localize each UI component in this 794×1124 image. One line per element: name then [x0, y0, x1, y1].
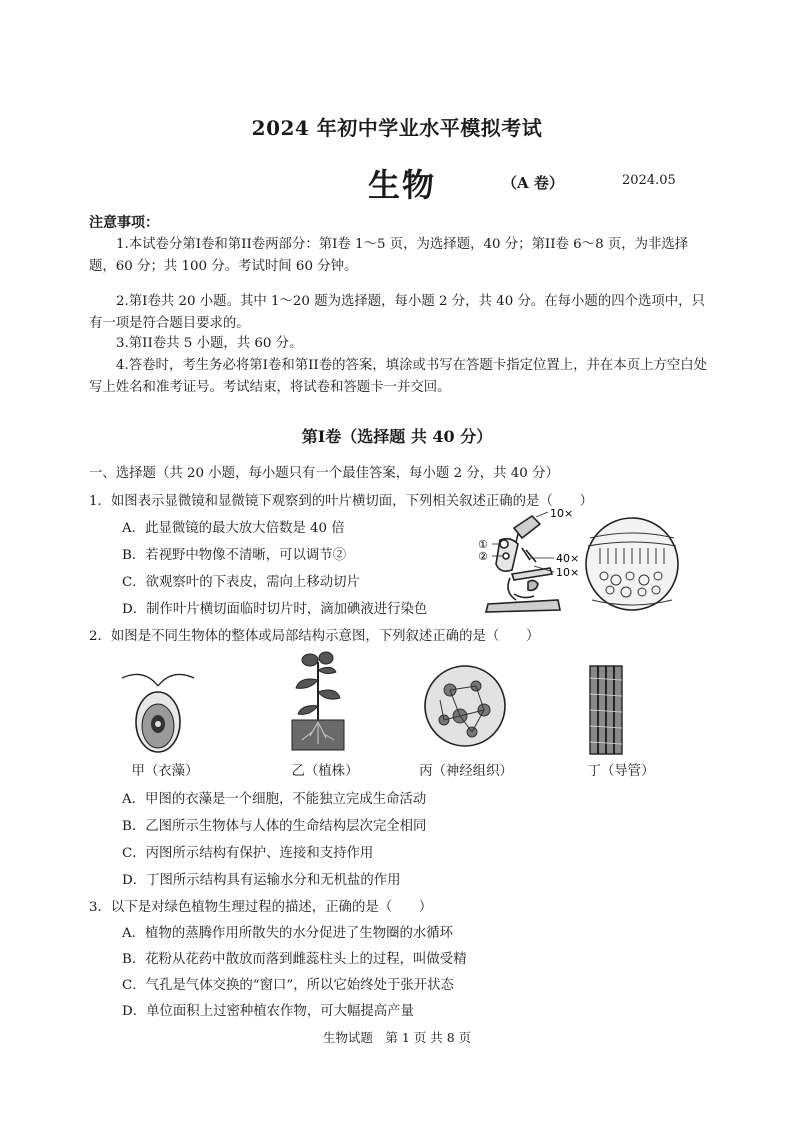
exam-title: 2024 年初中学业水平模拟考试: [251, 116, 543, 140]
question-3-option-d: D．单位面积上过密种植农作物，可大幅提高产量: [122, 1004, 414, 1019]
exam-date: 2024.05: [622, 173, 676, 188]
question-2-stem: 2．如图是不同生物体的整体或局部结构示意图，下列叙述正确的是（ ）: [89, 629, 540, 644]
notice-item-1: 1.本试卷分第I卷和第II卷两部分：第I卷 1～5 页，为选择题，40 分；第II卷 6～8 页，为非选择题，60 分；共 100 分。考试时间 60 分钟。: [89, 237, 689, 274]
section-title: 第I卷（选择题 共 40 分）: [301, 427, 493, 446]
subject-title: 生物: [368, 166, 437, 204]
part-1-label: ①: [478, 538, 488, 551]
page-footer: 生物试题 第 1 页 共 8 页: [322, 1030, 472, 1045]
question-3-option-b: B．花粉从花药中散放而落到雌蕊柱头上的过程，叫做受精: [122, 952, 467, 967]
question-3-stem: 3．以下是对绿色植物生理过程的描述，正确的是（ ）: [89, 900, 433, 915]
question-2-option-a: A．甲图的衣藻是一个细胞，不能独立完成生命活动: [122, 792, 427, 807]
objective-low-label: 10×: [556, 566, 580, 579]
question-1-stem: 1．如图表示显微镜和显微镜下观察到的叶片横切面，下列相关叙述正确的是（ ）: [89, 494, 593, 509]
nerve-tissue-figure: [420, 660, 510, 752]
question-1-option-a: A．此显微镜的最大放大倍数是 40 倍: [122, 521, 345, 536]
leaf-cross-section-view: [586, 518, 678, 610]
objective-high-label: 40×: [556, 552, 580, 565]
question-2-option-d: D．丁图所示结构具有运输水分和无机盐的作用: [122, 873, 401, 888]
question-2-option-c: C．丙图所示结构有保护、连接和支持作用: [122, 846, 374, 861]
caption-chlamydomonas: 甲（衣藻）: [131, 764, 199, 779]
notice-heading: 注意事项：: [89, 215, 159, 231]
paper-version: （A 卷）: [502, 174, 564, 192]
caption-plant: 乙（植株）: [291, 764, 359, 779]
part-heading: 一、选择题（共 20 小题，每小题只有一个最佳答案，每小题 2 分，共 40 分）: [89, 466, 559, 481]
caption-vessel: 丁（导管）: [587, 764, 655, 779]
chlamydomonas-figure: [118, 664, 198, 756]
microscope-figure: [470, 508, 685, 618]
notice-item-4: 4.答卷时，考生务必将第I卷和第II卷的答案，填涂或书写在答题卡指定位置上，并在本页上方空白处写上姓名和准考证号。考试结束，将试卷和答题卡一并交回。: [89, 358, 708, 395]
notice-item-2: 2.第I卷共 20 小题。其中 1～20 题为选择题，每小题 2 分，共 40 分。在每小题的四个选项中，只有一项是符合题目要求的。: [89, 294, 705, 331]
question-1-option-c: C．欲观察叶的下表皮，需向上移动切片: [122, 575, 360, 590]
caption-nerve-tissue: 丙（神经组织）: [419, 764, 513, 779]
question-1-option-b: B．若视野中物像不清晰，可以调节②: [122, 548, 347, 563]
question-2-option-b: B．乙图所示生物体与人体的生命结构层次完全相同: [122, 819, 427, 834]
question-1-option-d: D．制作叶片横切面临时切片时，滴加碘液进行染色: [122, 602, 428, 617]
question-3-option-a: A．植物的蒸腾作用所散失的水分促进了生物圈的水循环: [122, 926, 454, 941]
plant-figure: [288, 650, 348, 754]
question-3-option-c: C．气孔是气体交换的“窗口”，所以它始终处于张开状态: [122, 978, 454, 993]
part-2-label: ②: [478, 550, 488, 563]
eyepiece-label: 10×: [550, 508, 574, 520]
vessel-figure: [586, 664, 626, 756]
notice-item-3: 3.第II卷共 5 小题，共 60 分。: [116, 336, 303, 351]
